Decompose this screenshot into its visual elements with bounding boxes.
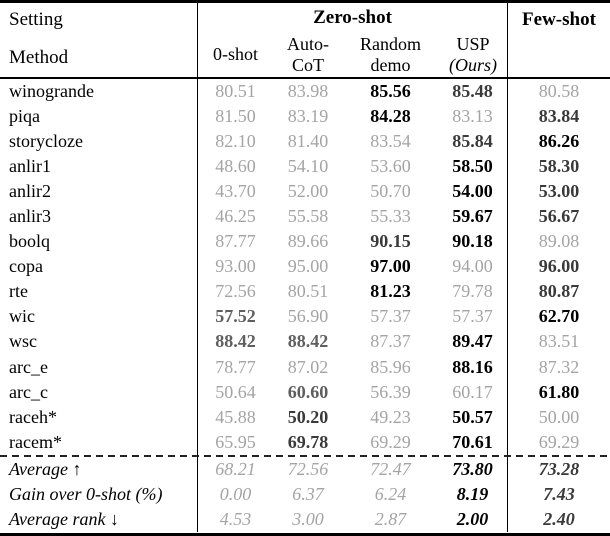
cell-usp: 2.00: [438, 507, 508, 532]
cell-usp: 73.80: [438, 457, 508, 482]
cell-autocot: 95.00: [287, 256, 329, 277]
cell-usp: 88.16: [438, 355, 508, 380]
row-label: arc_e: [0, 355, 198, 380]
cell-0shot: 93.00: [215, 256, 256, 277]
cell-autocot: 72.56: [287, 458, 329, 479]
cell-fewshot: 61.80: [538, 381, 580, 402]
cell-randomdemo: 49.23: [370, 406, 411, 427]
cell-0shot: 0.00: [219, 483, 252, 504]
cell-autocot: 60.60: [287, 381, 329, 402]
cell-autocot: 55.58: [287, 206, 329, 227]
cell-fewshot: 80.58: [538, 81, 580, 102]
cell-usp: 57.37: [438, 304, 508, 329]
cell-randomdemo: 85.96: [370, 356, 411, 377]
cell-autocot: 83.98: [287, 81, 329, 102]
cell-randomdemo: 84.28: [370, 106, 411, 127]
cell-randomdemo: 69.29: [370, 431, 411, 452]
cell-fewshot: 89.08: [538, 231, 580, 252]
cell-randomdemo: 2.87: [374, 508, 407, 529]
cell-fewshot: 53.00: [538, 181, 580, 202]
cell-fewshot: 80.87: [538, 281, 580, 302]
cell-fewshot: 83.84: [538, 106, 580, 127]
row-label: boolq: [0, 229, 198, 254]
zero-shot-group-header: Zero-shot: [313, 6, 392, 28]
cell-fewshot: 56.67: [538, 206, 580, 227]
cell-usp: 58.50: [438, 154, 508, 179]
row-label: anlir2: [0, 179, 198, 204]
cell-randomdemo: 55.33: [370, 206, 411, 227]
row-label: wic: [0, 304, 198, 329]
cell-autocot: 52.00: [287, 181, 329, 202]
table-row: [0, 154, 610, 179]
cell-0shot: 45.88: [215, 406, 256, 427]
row-label: Gain over 0-shot (%): [0, 482, 198, 507]
cell-fewshot: 2.40: [543, 508, 575, 529]
cell-autocot: 88.42: [287, 331, 329, 352]
table-row: [0, 329, 610, 354]
cell-fewshot: 69.29: [538, 431, 580, 452]
row-label: anlir3: [0, 204, 198, 229]
cell-autocot: 3.00: [292, 508, 324, 529]
cell-usp: 59.67: [438, 204, 508, 229]
cell-fewshot: 58.30: [538, 156, 580, 177]
row-label: winogrande: [0, 79, 198, 104]
row-label: Average rank ↓: [0, 507, 198, 532]
cell-fewshot: 86.26: [538, 131, 580, 152]
row-label: anlir1: [0, 154, 198, 179]
setting-method-header-cell: [0, 3, 198, 77]
table-row: [0, 179, 610, 204]
row-label: arc_c: [0, 380, 198, 405]
row-label: wsc: [0, 329, 198, 354]
cell-randomdemo: 97.00: [370, 256, 411, 277]
table-row: [0, 204, 610, 229]
cell-fewshot: 96.00: [538, 256, 580, 277]
cell-fewshot: 83.51: [538, 331, 580, 352]
table-row: [0, 229, 610, 254]
few-shot-header: Few-shot: [522, 9, 596, 30]
summary-row: [0, 482, 610, 507]
cell-autocot: 89.66: [287, 231, 329, 252]
table-body: [0, 79, 610, 455]
cell-0shot: 65.95: [215, 431, 256, 452]
cell-0shot: 46.25: [215, 206, 256, 227]
summary-row: [0, 457, 610, 482]
cell-usp: 83.13: [438, 104, 508, 129]
cell-fewshot: 7.43: [543, 483, 575, 504]
cell-0shot: 78.77: [215, 356, 256, 377]
cell-autocot: 56.90: [287, 306, 329, 327]
cell-autocot: 80.51: [287, 281, 329, 302]
table-row: [0, 304, 610, 329]
cell-randomdemo: 90.15: [370, 231, 411, 252]
setting-label: Setting: [9, 9, 63, 30]
cell-0shot: 48.60: [215, 156, 256, 177]
col-header-random-demo: Random demo: [360, 33, 421, 75]
table-row: [0, 380, 610, 405]
row-label: rte: [0, 279, 198, 304]
cell-0shot: 80.51: [215, 81, 256, 102]
cell-usp: 8.19: [438, 482, 508, 507]
cell-fewshot: 50.00: [538, 406, 580, 427]
col-header-usp-ours: USP (Ours): [449, 33, 497, 75]
cell-autocot: 50.20: [287, 406, 329, 427]
row-label: storycloze: [0, 129, 198, 154]
table-row: [0, 355, 610, 380]
cell-0shot: 43.70: [215, 181, 256, 202]
cell-autocot: 81.40: [287, 131, 329, 152]
cell-autocot: 6.37: [292, 483, 324, 504]
table-row: [0, 405, 610, 430]
cell-randomdemo: 87.37: [370, 331, 411, 352]
cell-0shot: 50.64: [215, 381, 256, 402]
table-row: [0, 104, 610, 129]
cell-usp: 85.48: [438, 79, 508, 104]
cell-0shot: 68.21: [215, 458, 256, 479]
cell-usp: 89.47: [438, 329, 508, 354]
cell-randomdemo: 83.54: [370, 131, 411, 152]
cell-randomdemo: 53.60: [370, 156, 411, 177]
cell-fewshot: 73.28: [538, 458, 580, 479]
cell-randomdemo: 81.23: [370, 281, 411, 302]
cell-randomdemo: 50.70: [370, 181, 411, 202]
cell-0shot: 72.56: [215, 281, 256, 302]
summary-row: [0, 507, 610, 532]
cell-usp: 85.84: [438, 129, 508, 154]
row-label: Average ↑: [0, 457, 198, 482]
cell-usp: 50.57: [438, 405, 508, 430]
cell-0shot: 82.10: [215, 131, 256, 152]
cell-randomdemo: 85.56: [370, 81, 411, 102]
method-label: Method: [9, 47, 69, 68]
table-row: [0, 79, 610, 104]
cell-0shot: 4.53: [219, 508, 252, 529]
cell-usp: 70.61: [438, 430, 508, 455]
table-row: [0, 254, 610, 279]
table-row: [0, 279, 610, 304]
cell-fewshot: 62.70: [538, 306, 580, 327]
col-header-autocot: Auto- CoT: [287, 33, 329, 75]
cell-0shot: 81.50: [215, 106, 256, 127]
zero-shot-subheaders: [198, 32, 507, 77]
cell-0shot: 87.77: [215, 231, 256, 252]
row-label: racem*: [0, 430, 198, 455]
cell-0shot: 57.52: [215, 306, 256, 327]
cell-usp: 90.18: [438, 229, 508, 254]
table-header: [0, 3, 610, 79]
zero-shot-group: [198, 3, 508, 77]
cell-randomdemo: 72.47: [370, 458, 411, 479]
cell-autocot: 54.10: [287, 156, 329, 177]
cell-autocot: 87.02: [287, 356, 329, 377]
cell-0shot: 88.42: [215, 331, 256, 352]
cell-usp: 79.78: [438, 279, 508, 304]
table-summary: [0, 457, 610, 532]
cell-usp: 60.17: [438, 380, 508, 405]
cell-randomdemo: 6.24: [374, 483, 407, 504]
row-label: piqa: [0, 104, 198, 129]
row-label: copa: [0, 254, 198, 279]
col-header-0shot: 0-shot: [213, 44, 258, 64]
cell-autocot: 83.19: [287, 106, 329, 127]
cell-autocot: 69.78: [287, 431, 329, 452]
cell-fewshot: 87.32: [538, 356, 580, 377]
cell-usp: 54.00: [438, 179, 508, 204]
table-row: [0, 129, 610, 154]
row-label: raceh*: [0, 405, 198, 430]
cell-randomdemo: 56.39: [370, 381, 411, 402]
table-row: [0, 430, 610, 455]
cell-usp: 94.00: [438, 254, 508, 279]
cell-randomdemo: 57.37: [370, 306, 411, 327]
